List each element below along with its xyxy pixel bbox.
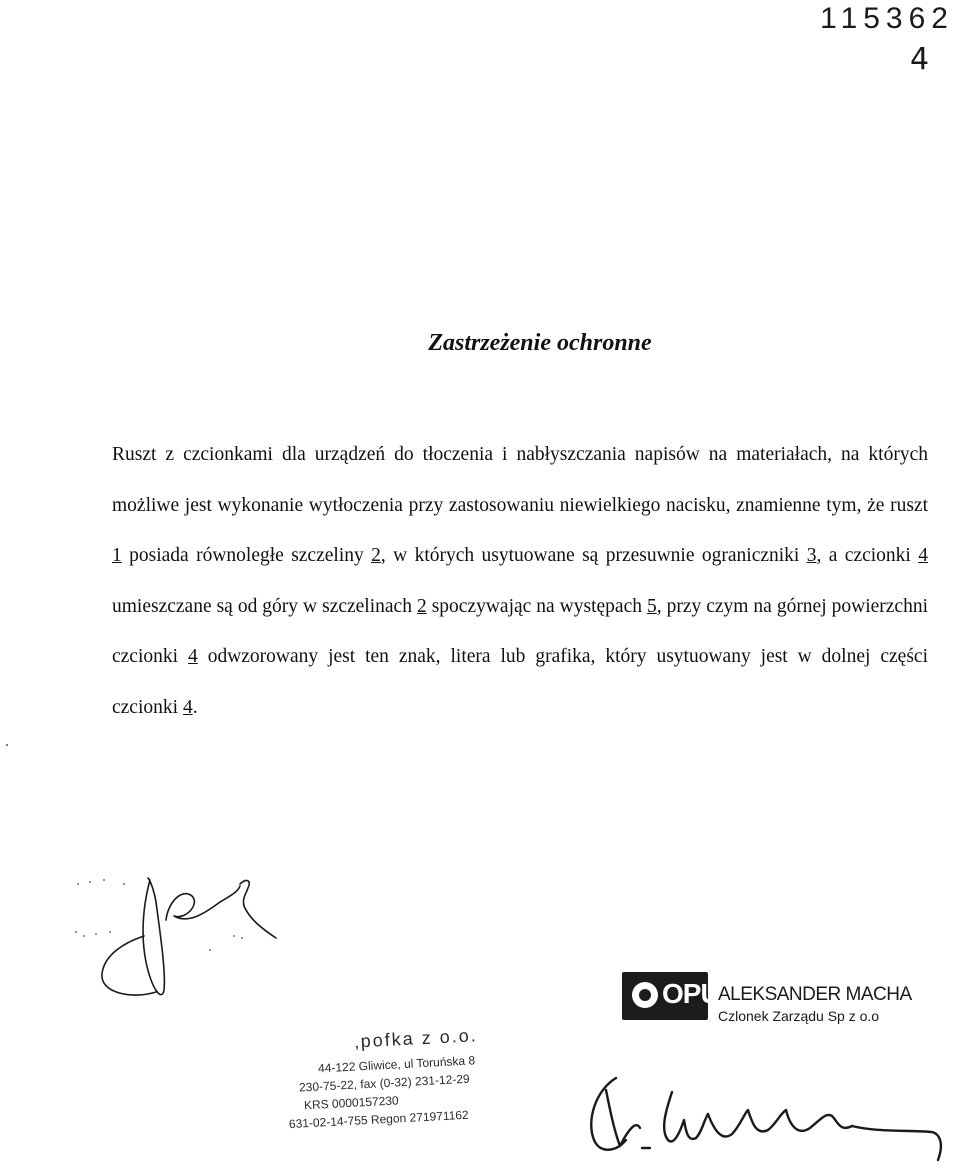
claim-text-part: posiada równoległe szczeliny — [121, 545, 372, 567]
claim-text-part: spoczywając na występach — [426, 595, 647, 617]
logo-text: OPUS — [662, 978, 738, 1009]
claim-text-part: . — [192, 696, 198, 718]
signatory-name: ALEKSANDER MACHA — [718, 984, 912, 1005]
reference-numeral: 3 — [806, 545, 817, 567]
claim-text-part: , przy czym na górnej powierzchni czcionki — [112, 595, 928, 668]
signatory-role: Czlonek Zarządu Sp z o.o — [718, 1008, 880, 1024]
claim-text-part: odwzorowany jest ten znak, litera lub grafika, który usytuowany jest w dolnej części czcionki — [112, 646, 928, 718]
opus-logo — [622, 972, 738, 1020]
document-title: Zastrzeżenie ochronne — [428, 330, 652, 356]
doc-number: 115362 — [820, 2, 954, 35]
reference-numeral: 2 — [371, 545, 381, 567]
reference-numeral: 1 — [112, 545, 122, 567]
scan-speck — [6, 744, 8, 746]
stamp-address: 44-122 Gliwice, ul Toruńska 8 — [317, 1053, 476, 1076]
reference-numeral: 2 — [416, 595, 427, 617]
claim-text-part: umieszczane są od góry w szczelinach — [112, 595, 417, 617]
signatory-block — [622, 972, 922, 1032]
stamp-phone-fax: 230-75-22, fax (0-32) 231-12-29 — [298, 1071, 470, 1095]
stamp-krs: KRS 0000157230 — [303, 1093, 399, 1113]
reference-numeral: 4 — [188, 646, 198, 668]
claim-text-part: , a czcionki — [816, 545, 919, 567]
handwritten-signature-left — [70, 862, 290, 1012]
page-mark: 4 — [910, 42, 930, 77]
stamp-nip-regon: 631-02-14-755 Regon 271971162 — [288, 1107, 470, 1132]
company-stamp — [270, 1016, 536, 1159]
handwritten-signature-right — [576, 1070, 956, 1166]
claim-text-part: , w których usytuowane są przesuwnie ograniczniki — [380, 545, 807, 567]
reference-numeral: 4 — [182, 696, 193, 718]
claim-text-part: Ruszt z czcionkami dla urządzeń do tłoczenia i nabłyszczania napisów na materiałach, na których możliwe jest wykonanie wytłoczenia przy zastosowaniu niewielkiego nacisku, znamienne tym, że ruszt — [112, 444, 928, 516]
claim-text — [112, 430, 928, 734]
stamp-company-name: ‚pofka z o.o. — [354, 1025, 479, 1052]
reference-numeral: 4 — [918, 545, 928, 567]
logo-circle-inner-icon — [639, 989, 651, 1001]
reference-numeral: 5 — [646, 595, 657, 617]
